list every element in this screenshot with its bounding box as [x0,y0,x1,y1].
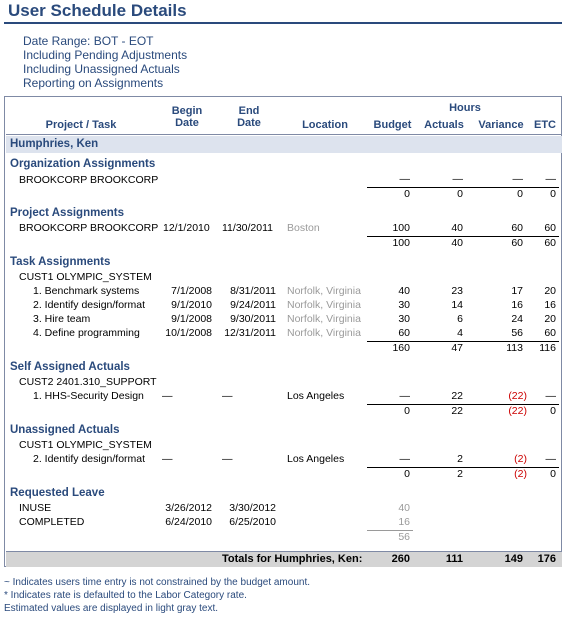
unassigned-sub-variance: (2) [514,468,527,480]
task-row-location: Norfolk, Virginia [287,327,361,339]
unassigned-row-location: Los Angeles [287,453,345,465]
proj-sub-actuals: 40 [451,237,463,249]
self-row-variance: (22) [508,390,527,402]
unassigned-row-begin: — [162,453,173,465]
header-actuals: Actuals [424,119,464,131]
header-location: Location [302,119,348,131]
task-row-budget: 40 [398,285,410,297]
task-row-end: 9/30/2011 [230,313,276,325]
org-budget: — [399,173,410,185]
proj-sub-budget: 100 [392,237,410,249]
task-row-location: Norfolk, Virginia [287,313,361,325]
proj-location: Boston [287,222,320,234]
self-row-actuals: 22 [451,390,463,402]
task-row-name: 1. Benchmark systems [33,285,140,297]
task-row-end: 8/31/2011 [230,285,276,297]
header-variance: Variance [478,119,524,131]
org-sub-actuals: 0 [457,188,463,200]
task-project: CUST1 OLYMPIC_SYSTEM [19,271,152,283]
leave-row-end: 6/25/2010 [229,516,276,528]
task-row-begin: 9/1/2010 [171,299,212,311]
totals-etc: 176 [537,553,556,565]
task-row-budget: 30 [398,299,410,311]
unassigned-row-actuals: 2 [457,453,463,465]
unassigned-sub-budget: 0 [404,468,410,480]
proj-budget: 100 [392,222,410,234]
task-row-end: 9/24/2011 [230,299,276,311]
self-row-end: — [222,390,233,402]
proj-variance: 60 [511,222,523,234]
task-row-variance: 17 [511,285,523,297]
proj-end: 11/30/2011 [222,222,273,234]
task-row-etc: 60 [544,327,556,339]
task-row-actuals: 6 [457,313,463,325]
header-end-date: End Date [237,105,261,129]
task-row-budget: 60 [398,327,410,339]
header-project-task: Project / Task [45,119,117,131]
unassigned-sub-actuals: 2 [457,468,463,480]
task-row-name: 3. Hire team [33,313,91,325]
self-sub-actuals: 22 [451,405,463,417]
totals-budget: 260 [391,553,410,565]
unassigned-project: CUST1 OLYMPIC_SYSTEM [19,439,152,451]
leave-row-budget: 16 [398,516,410,528]
self-project: CUST2 2401.310_SUPPORT [19,376,157,388]
unassigned-row-budget: — [399,453,410,465]
unassigned-sub-etc: 0 [550,468,556,480]
leave-row-begin: 3/26/2012 [165,502,212,514]
person-name: Humphries, Ken [10,138,99,150]
task-sub-actuals: 47 [451,342,463,354]
org-project: BROOKCORP BROOKCORP [19,174,159,186]
section-self-assigned: Self Assigned Actuals [10,361,130,373]
unassigned-row-end: — [222,453,233,465]
task-row-etc: 16 [544,299,556,311]
leave-sub-budget: 56 [398,531,410,543]
self-sub-variance: (22) [508,405,527,417]
task-row-etc: 20 [544,285,556,297]
footnote-rate: * Indicates rate is defaulted to the Labor Category rate. [4,590,247,601]
task-row-actuals: 4 [457,327,463,339]
section-requested-leave: Requested Leave [10,487,105,499]
leave-row-name: INUSE [19,502,52,514]
unassigned-row-variance: (2) [514,453,527,465]
header-budget: Budget [373,119,412,131]
task-row-budget: 30 [398,313,410,325]
criteria-unassigned: Including Unassigned Actuals [23,62,180,76]
task-row-name: 4. Define programming [33,327,140,339]
criteria-reporting: Reporting on Assignments [23,76,164,90]
leave-row-begin: 6/24/2010 [165,516,212,528]
task-row-variance: 56 [511,327,523,339]
self-sub-budget: 0 [404,405,410,417]
header-hours: Hours [449,102,481,114]
section-org-assignments: Organization Assignments [10,158,156,170]
self-row-name: 1. HHS-Security Design [33,390,144,402]
self-row-etc: — [545,390,556,402]
self-row-location: Los Angeles [287,390,345,402]
org-sub-budget: 0 [404,188,410,200]
header-etc: ETC [534,119,556,131]
footnote-budget: ~ Indicates users time entry is not constrained by the budget amount. [4,577,311,588]
task-row-etc: 20 [544,313,556,325]
unassigned-row-name: 2. Identify design/format [33,453,146,465]
leave-row-name: COMPLETED [19,516,85,528]
task-row-end: 12/31/2011 [224,327,276,339]
section-unassigned-actuals: Unassigned Actuals [10,424,120,436]
task-row-variance: 24 [511,313,523,325]
person-band [6,136,562,153]
task-row-begin: 9/1/2008 [171,313,212,325]
task-row-actuals: 23 [451,285,463,297]
leave-row-end: 3/30/2012 [229,502,276,514]
task-row-location: Norfolk, Virginia [287,285,361,297]
task-row-name: 2. Identify design/format [33,299,146,311]
totals-label: Totals for Humphries, Ken: [222,553,363,565]
task-sub-budget: 160 [392,342,410,354]
task-row-location: Norfolk, Virginia [287,299,361,311]
schedule-table [4,96,562,567]
proj-actuals: 40 [451,222,463,234]
org-sub-variance: 0 [517,188,523,200]
section-task-assignments: Task Assignments [10,256,111,268]
section-project-assignments: Project Assignments [10,207,124,219]
task-sub-variance: 113 [506,342,523,354]
totals-actuals: 111 [445,553,463,565]
proj-sub-etc: 60 [544,237,556,249]
self-sub-etc: 0 [550,405,556,417]
proj-name: BROOKCORP BROOKCORP [19,222,159,234]
proj-etc: 60 [544,222,556,234]
task-row-begin: 7/1/2008 [171,285,212,297]
org-sub-etc: 0 [550,188,556,200]
proj-begin: 12/1/2010 [163,222,210,234]
unassigned-row-etc: — [545,453,556,465]
task-row-actuals: 14 [451,299,463,311]
criteria-pending: Including Pending Adjustments [23,48,188,62]
self-row-begin: — [162,390,173,402]
header-begin-date: Begin Date [171,105,203,129]
page-title: User Schedule Details [8,1,187,20]
org-variance: — [512,173,523,185]
title-divider [4,22,562,24]
task-sub-etc: 116 [539,342,556,354]
task-row-begin: 10/1/2008 [165,327,212,339]
totals-variance: 149 [504,553,523,565]
criteria-date-range: Date Range: BOT - EOT [23,34,154,48]
org-etc: — [545,173,556,185]
footnote-estimated: Estimated values are displayed in light gray text. [4,603,218,614]
org-actuals: — [452,173,463,185]
totals-row [6,551,562,567]
self-row-budget: — [399,390,410,402]
proj-sub-variance: 60 [511,237,523,249]
header-divider [6,134,562,135]
task-row-variance: 16 [511,299,523,311]
leave-row-budget: 40 [398,502,410,514]
